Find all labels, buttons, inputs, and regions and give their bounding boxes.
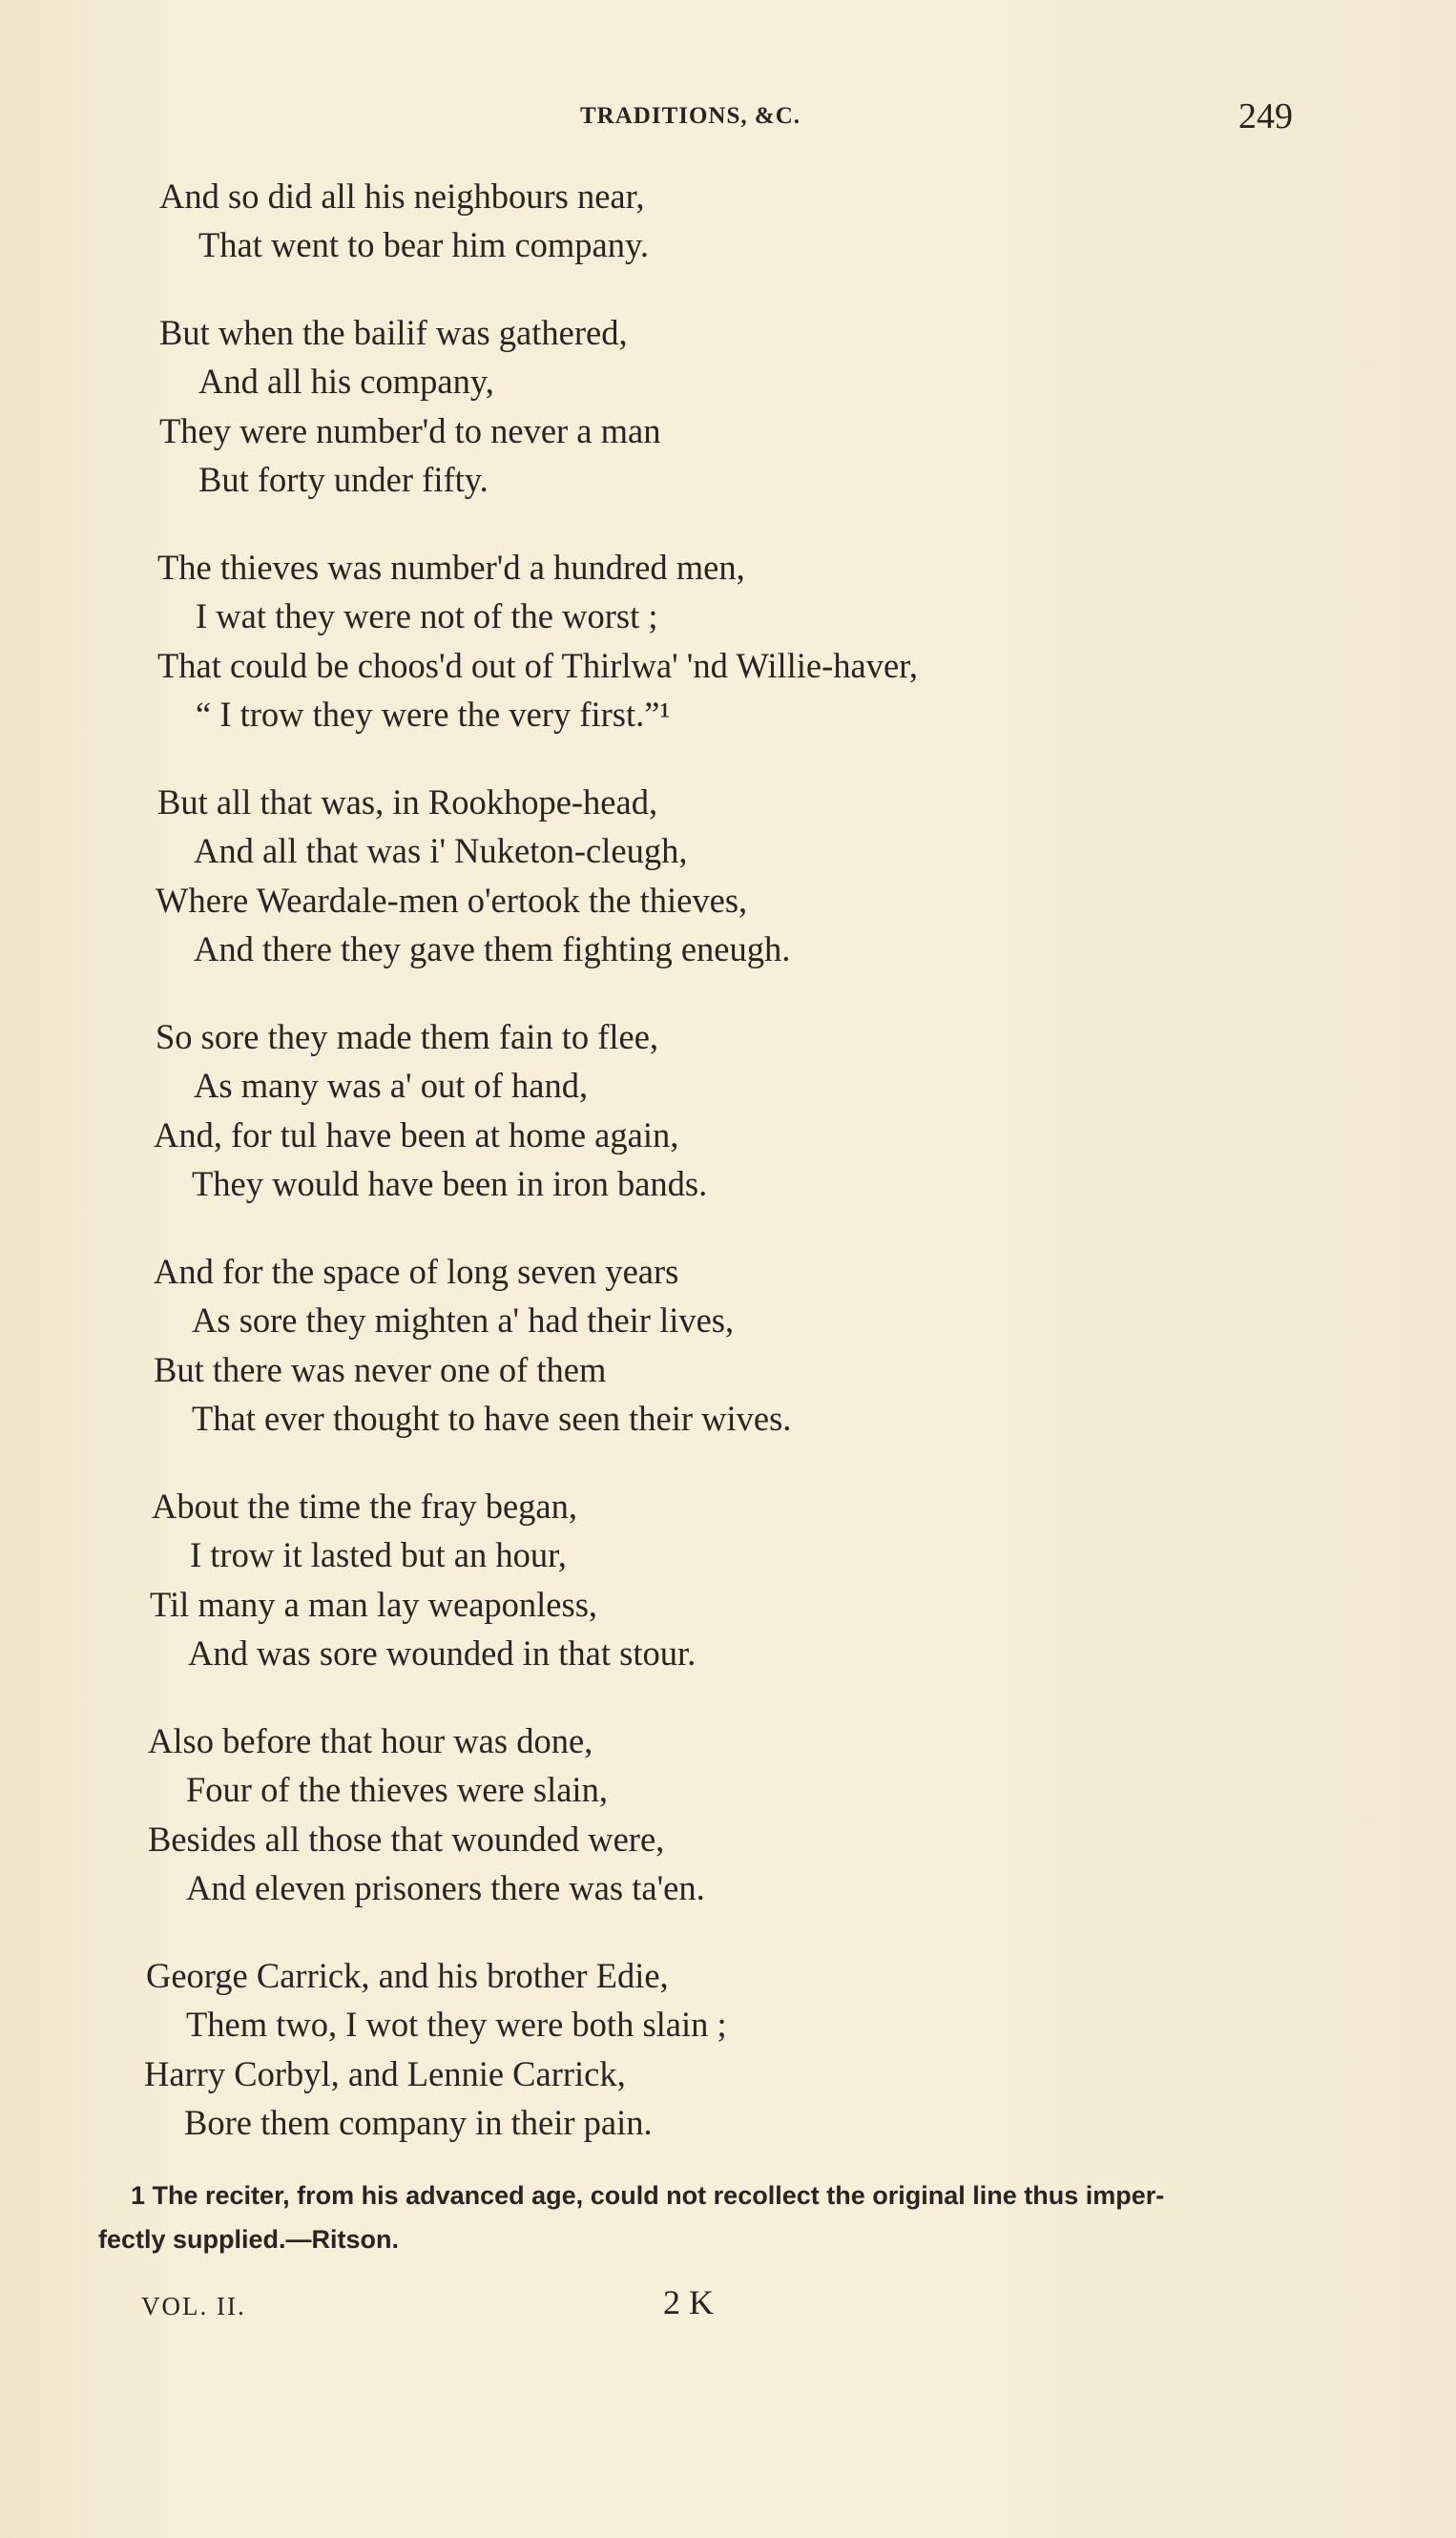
poem-line: I trow it lasted but an hour,: [190, 1535, 567, 1574]
poem-line: They would have been in iron bands.: [192, 1164, 708, 1203]
poem-line: But forty under fifty.: [198, 460, 489, 499]
poem-line: I wat they were not of the worst ;: [196, 596, 658, 635]
poem-line: And all his company,: [198, 362, 494, 401]
poem-line: And eleven prisoners there was ta'en.: [186, 1868, 705, 1907]
poem-line: But all that was, in Rookhope-head,: [157, 782, 658, 822]
stanza-1: [0, 172, 1456, 270]
poem-line: Also before that hour was done,: [148, 1721, 593, 1760]
poem-line: George Carrick, and his brother Edie,: [146, 1956, 669, 1995]
poem-body: [0, 172, 1456, 2186]
stanza-2: [0, 308, 1456, 505]
poem-line: Bore them company in their pain.: [184, 2103, 653, 2142]
signature-mark: 2 K: [663, 2283, 714, 2321]
poem-line: So sore they made them fain to flee,: [156, 1017, 659, 1056]
page-number: 249: [1238, 96, 1293, 136]
poem-line: Where Weardale-men o'ertook the thieves,: [156, 881, 748, 920]
poem-line: Til many a man lay weaponless,: [150, 1585, 598, 1624]
poem-line: But when the bailif was gathered,: [159, 313, 628, 352]
poem-line: Four of the thieves were slain,: [186, 1770, 608, 1809]
running-head: TRADITIONS, &C.: [580, 103, 801, 129]
poem-line: And, for tul have been at home again,: [154, 1115, 679, 1155]
poem-line: Harry Corbyl, and Lennie Carrick,: [144, 2054, 626, 2093]
poem-line: And for the space of long seven years: [154, 1252, 679, 1291]
poem-line: And was sore wounded in that stour.: [188, 1633, 697, 1673]
poem-line: As sore they mighten a' had their lives,: [192, 1300, 735, 1340]
poem-line: That went to bear him company.: [198, 225, 649, 264]
footnote-line: 1 The reciter, from his advanced age, could not recollect the original line thus imper-: [131, 2181, 1165, 2210]
poem-line: And there they gave them fighting eneugh.: [194, 929, 791, 968]
poem-line: And so did all his neighbours near,: [159, 177, 645, 216]
stanza-7: [0, 1482, 1456, 1678]
footnote-line: fectly supplied.—Ritson.: [98, 2225, 400, 2254]
poem-line: And all that was i' Nuketon-cleugh,: [194, 831, 688, 870]
poem-line: About the time the fray began,: [152, 1487, 577, 1526]
poem-line: That could be choos'd out of Thirlwa' 'nd Willie-haver,: [157, 646, 918, 685]
poem-line: The thieves was number'd a hundred men,: [157, 548, 745, 587]
page-header: [0, 95, 1456, 143]
poem-line: Besides all those that wounded were,: [148, 1820, 665, 1859]
stanza-3: [0, 543, 1456, 739]
poem-line: But there was never one of them: [154, 1350, 607, 1389]
poem-line: Them two, I wot they were both slain ;: [186, 2005, 727, 2044]
volume-number: VOL. II.: [141, 2292, 246, 2320]
stanza-9: [0, 1951, 1456, 2148]
stanza-6: [0, 1247, 1456, 1444]
stanza-5: [0, 1012, 1456, 1209]
poem-line: “ I trow they were the very first.”¹: [196, 695, 671, 734]
stanza-8: [0, 1716, 1456, 1913]
poem-line: As many was a' out of hand,: [194, 1066, 589, 1105]
poem-line: That ever thought to have seen their wives.: [192, 1399, 792, 1438]
poem-line: They were number'd to never a man: [159, 411, 661, 450]
stanza-4: [0, 778, 1456, 974]
